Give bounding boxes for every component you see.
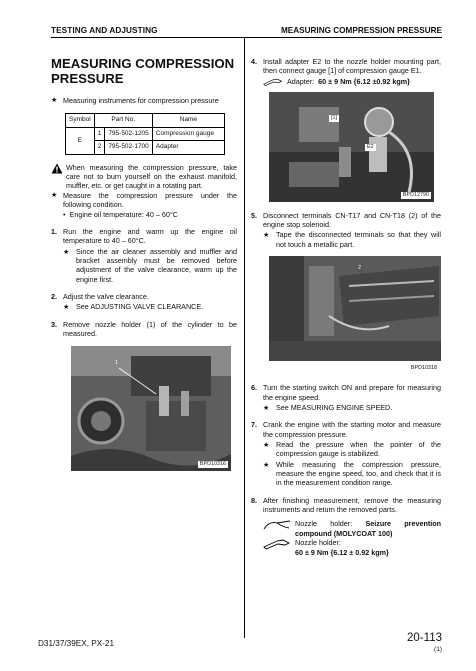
star-icon: ★: [263, 439, 270, 449]
table-cell: 2: [94, 141, 105, 154]
header-page-title: MEASURING COMPRESSION PRESSURE: [280, 26, 442, 35]
photo-code: BPD12790: [402, 191, 429, 198]
nozzle-holder-photo: [71, 346, 231, 471]
left-column: [51, 44, 237, 471]
instruments-table: [65, 113, 225, 154]
step-7: 7. Crank the engine with the starting motor and measure the compression pressure. ★ Read the pressure when the pointer of the compression gauge is stabilized. ★ While measuring the compression pressure, measure the engine speed, too, and check that it is in the measurement condition range.: [251, 420, 441, 488]
star-icon: ★: [263, 230, 270, 240]
torque-wrench-icon: [263, 77, 283, 87]
table-row: [66, 127, 225, 140]
table-cell: Compression gauge: [152, 127, 224, 140]
adapter-gauge-photo: [269, 92, 434, 202]
table-cell: 1: [94, 127, 105, 140]
column-divider: [244, 37, 245, 638]
table-cell-symbol: E: [66, 127, 95, 154]
footer-page-number: 20-113 (1): [407, 632, 442, 653]
grease-icon: [263, 519, 291, 531]
step-1: 1. Run the engine and warm up the engine oil temperature to 40 – 60°C. ★ Since the air cleaner assembly and muffler and bracket assembly must be removed before adjustment of the valve clearance, warm up the engine first.: [51, 226, 237, 284]
header-rule: [51, 37, 442, 38]
table-cell: Adapter: [152, 141, 224, 154]
step-5: 5. Disconnect terminals CN-T17 and CN-T18 (2) of the engine stop solenoid. ★ Tape the disconnected terminals so that they will not touch a metallic part.: [251, 210, 441, 249]
engine-photo-image: [71, 346, 231, 471]
photo-callout-gauge: [1]: [331, 114, 337, 121]
table-header-part-no: Part No.: [94, 114, 152, 127]
step-8: 8. After finishing measurement, remove the measuring instruments and return the removed parts. Nozzle holder: Seizure prevention compound (MOLYCOAT 100) Nozzle holder: 60 ± 9 Nm {6.12 ± 0.92 kgm}: [251, 495, 442, 557]
star-icon: ★: [263, 402, 270, 412]
instruments-note: ★ Measuring instruments for compression pressure: [51, 96, 219, 106]
step-2: 2. Adjust the valve clearance. ★ See ADJUSTING VALVE CLEARANCE.: [51, 292, 204, 312]
star-icon: ★: [263, 459, 270, 469]
header-section-title: TESTING AND ADJUSTING: [51, 26, 158, 35]
step-4: 4. Install adapter E2 to the nozzle holder mounting part, then connect gauge [1] of compression gauge E1. Adapter: 60 ± 9 Nm {6.12 ±0.92 kgm}: [251, 57, 441, 86]
right-column: [251, 44, 441, 557]
star-icon: ★: [51, 97, 58, 105]
star-icon: ★: [63, 246, 70, 256]
photo-callout: 1: [115, 360, 118, 367]
table-header-symbol: Symbol: [66, 114, 95, 127]
footer-model: D31/37/39EX, PX-21: [38, 639, 115, 648]
page-title: MEASURING COMPRESSION PRESSURE: [51, 56, 235, 86]
photo-code: BPD10316: [199, 461, 226, 468]
table-header-row: [66, 114, 225, 127]
table-cell: 795-502-1205: [105, 127, 152, 140]
table-header-name: Name: [152, 114, 224, 127]
condition-bullet: • Engine oil temperature: 40 – 60°C: [63, 209, 178, 219]
step-6: 6. Turn the starting switch ON and prepare for measuring the engine speed. ★ See MEASURING ENGINE SPEED.: [251, 383, 441, 412]
table-cell: 795-502-1700: [105, 141, 152, 154]
photo-callout-adapter: E2: [367, 143, 374, 150]
warning-icon: [51, 163, 63, 174]
photo-code: BPD10318: [410, 365, 437, 372]
solenoid-terminals-photo: [269, 256, 441, 361]
engine-photo-image: [269, 256, 441, 361]
condition-note: ★ Measure the compression pressure under the following condition.: [51, 190, 237, 210]
warning-note: When measuring the compression pressure, take care not to burn yourself on the exhaust manifold, muffler, etc. or get caught in a rotating part.: [51, 163, 237, 191]
step-3: 3. Remove nozzle holder (1) of the cylinder to be measured.: [51, 319, 237, 339]
photo-callout: 2: [358, 265, 361, 272]
star-icon: ★: [51, 191, 58, 199]
bullet-icon: •: [63, 209, 66, 219]
torque-wrench-icon: [263, 538, 291, 550]
engine-photo-image: [269, 92, 434, 202]
star-icon: ★: [63, 302, 70, 312]
